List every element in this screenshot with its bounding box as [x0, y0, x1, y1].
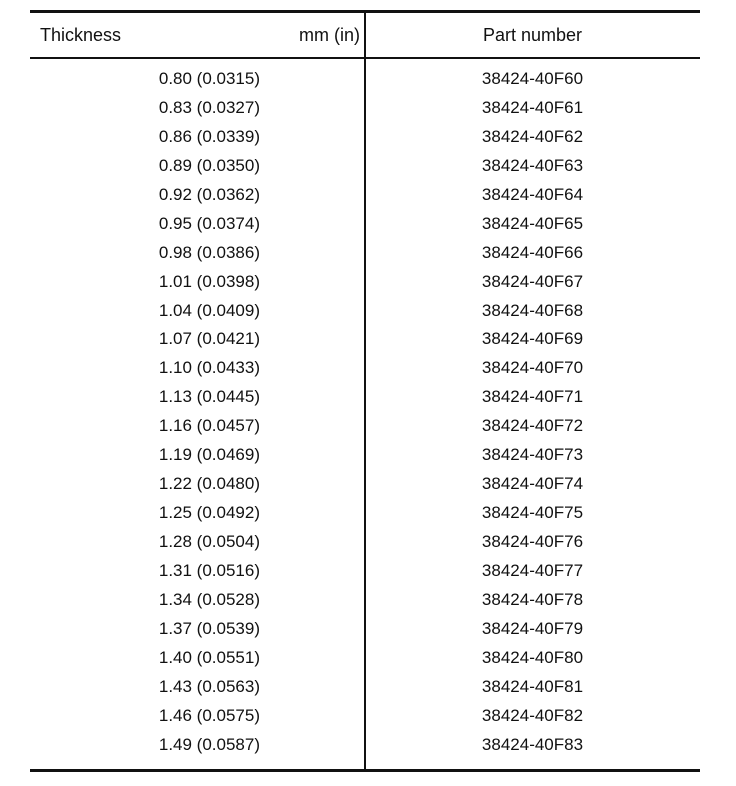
part-number-cell: 38424-40F64 [481, 184, 584, 204]
thickness-cell: 1.49 (0.0587) [158, 734, 260, 754]
part-number-cell: 38424-40F66 [481, 242, 584, 262]
table-row [30, 325, 700, 354]
table-body [30, 65, 700, 760]
thickness-cell: 0.92 (0.0362) [158, 184, 260, 204]
table-row [30, 152, 700, 181]
thickness-cell: 1.31 (0.0516) [158, 560, 260, 580]
header-unit: mm (in) [299, 25, 360, 45]
thickness-cell: 1.19 (0.0469) [158, 445, 260, 465]
thickness-cell: 1.13 (0.0445) [158, 387, 260, 407]
part-number-cell: 38424-40F77 [481, 560, 584, 580]
thickness-cell: 1.37 (0.0539) [158, 618, 260, 638]
thickness-cell: 1.16 (0.0457) [158, 416, 260, 436]
part-number-cell: 38424-40F62 [481, 126, 584, 146]
part-number-cell: 38424-40F63 [481, 155, 584, 175]
part-number-cell: 38424-40F80 [481, 647, 584, 667]
table-row [30, 615, 700, 644]
table-row [30, 123, 700, 152]
part-number-cell: 38424-40F79 [481, 618, 584, 638]
part-number-cell: 38424-40F71 [481, 387, 584, 407]
table-row [30, 65, 700, 94]
table-row [30, 181, 700, 210]
part-number-cell: 38424-40F76 [481, 532, 584, 551]
table-row [30, 239, 700, 268]
table-row [30, 499, 700, 528]
part-number-cell: 38424-40F75 [481, 503, 584, 523]
table-row [30, 731, 700, 760]
part-number-cell: 38424-40F83 [481, 734, 584, 754]
thickness-cell: 1.46 (0.0575) [158, 705, 260, 725]
table-row [30, 644, 700, 673]
part-number-cell: 38424-40F68 [481, 300, 584, 320]
thickness-cell: 1.04 (0.0409) [158, 300, 260, 320]
thickness-cell: 0.98 (0.0386) [158, 242, 260, 262]
table-row [30, 297, 700, 326]
table-row [30, 210, 700, 239]
part-number-cell: 38424-40F69 [481, 329, 584, 349]
part-number-cell: 38424-40F70 [481, 358, 584, 378]
thickness-cell: 1.07 (0.0421) [158, 329, 260, 349]
part-number-cell: 38424-40F61 [481, 97, 584, 117]
thickness-cell: 0.95 (0.0374) [158, 213, 260, 233]
table-bottom-rule [30, 769, 700, 772]
table-row [30, 412, 700, 441]
part-number-cell: 38424-40F73 [481, 445, 584, 465]
part-number-cell: 38424-40F82 [481, 705, 584, 725]
table-row [30, 557, 700, 586]
table-row [30, 354, 700, 383]
table-row [30, 470, 700, 499]
thickness-cell: 1.10 (0.0433) [158, 358, 260, 378]
part-number-cell: 38424-40F74 [481, 474, 584, 494]
thickness-cell: 1.40 (0.0551) [158, 647, 260, 667]
thickness-cell: 1.01 (0.0398) [158, 271, 260, 291]
table-row [30, 383, 700, 412]
thickness-cell: 1.28 (0.0504) [158, 532, 260, 551]
thickness-cell: 1.25 (0.0492) [158, 503, 260, 523]
table-row [30, 94, 700, 123]
table-row [30, 586, 700, 615]
thickness-cell: 0.86 (0.0339) [158, 126, 260, 146]
thickness-cell: 0.83 (0.0327) [158, 97, 260, 117]
thickness-cell: 1.34 (0.0528) [158, 589, 260, 609]
table-row [30, 441, 700, 470]
part-number-cell: 38424-40F78 [481, 589, 584, 609]
part-number-cell: 38424-40F81 [481, 676, 584, 696]
table-row [30, 268, 700, 297]
table-row [30, 528, 700, 557]
part-number-cell: 38424-40F65 [481, 213, 584, 233]
header-part-number: Part number [482, 25, 583, 45]
table-row [30, 673, 700, 702]
thickness-cell: 0.80 (0.0315) [158, 69, 260, 88]
thickness-cell: 1.43 (0.0563) [158, 676, 260, 696]
table-row [30, 702, 700, 731]
thickness-cell: 1.22 (0.0480) [158, 474, 260, 494]
part-number-cell: 38424-40F60 [481, 69, 584, 88]
part-number-cell: 38424-40F67 [481, 271, 584, 291]
header-thickness: Thickness [40, 25, 122, 45]
header-rule [30, 57, 700, 59]
part-number-cell: 38424-40F72 [481, 416, 584, 436]
thickness-cell: 0.89 (0.0350) [158, 155, 260, 175]
